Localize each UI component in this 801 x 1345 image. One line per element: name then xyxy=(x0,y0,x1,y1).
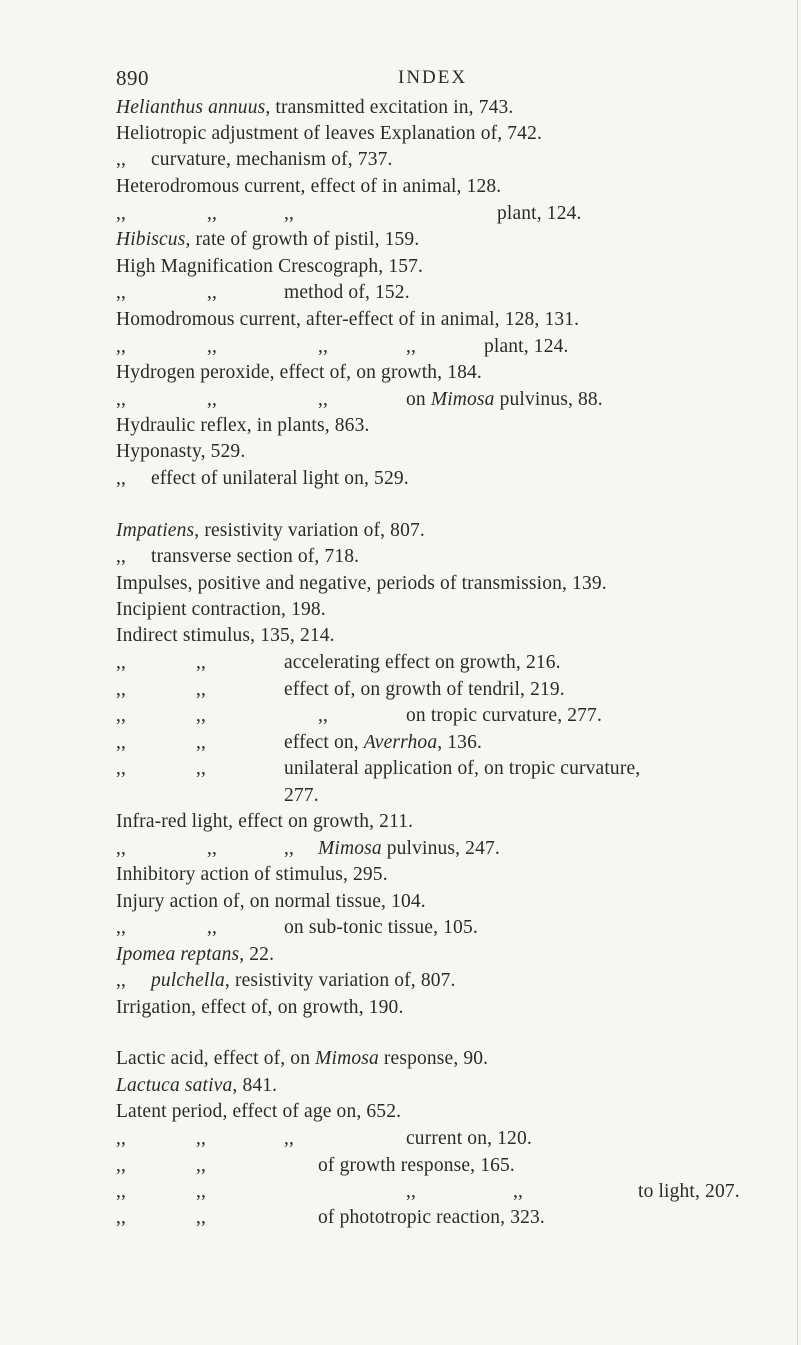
ditto-mark: ,, xyxy=(116,970,127,991)
ditto-mark: ,, xyxy=(207,917,218,938)
ditto-mark: ,, xyxy=(116,1155,127,1176)
index-entry xyxy=(116,1100,401,1124)
italic-term: Hibiscus xyxy=(116,229,186,250)
ditto-mark: ,, xyxy=(207,838,218,859)
index-entry xyxy=(116,996,403,1020)
entry-text: , resistivity variation of, 807. xyxy=(224,970,456,991)
ditto-mark: ,, xyxy=(318,705,329,726)
italic-term: pulchella xyxy=(151,970,225,991)
italic-term: Ipomea reptans xyxy=(116,944,240,965)
entry-text: Heterodromous current, effect of in animal, 128. xyxy=(116,176,502,197)
index-entry xyxy=(318,837,500,861)
ditto-mark: ,, xyxy=(196,1181,207,1202)
ditto-mark: ,, xyxy=(284,1128,295,1149)
index-entry xyxy=(638,1180,740,1204)
ditto-mark: ,, xyxy=(116,652,127,673)
ditto-mark: ,, xyxy=(116,758,127,779)
italic-term: Impatiens xyxy=(116,520,195,541)
italic-term: Averrhoa xyxy=(363,732,438,753)
entry-text: on tropic curvature, 277. xyxy=(406,705,602,726)
index-entry xyxy=(116,519,425,543)
index-entry xyxy=(284,784,319,808)
index-entry xyxy=(151,969,456,993)
ditto-mark: ,, xyxy=(116,838,127,859)
entry-text: , 841. xyxy=(232,1075,278,1096)
italic-term: Mimosa xyxy=(318,838,382,859)
ditto-mark: ,, xyxy=(116,546,127,567)
ditto-mark: ,, xyxy=(116,679,127,700)
entry-text: Hydrogen peroxide, effect of, on growth, 184. xyxy=(116,362,482,383)
index-entry xyxy=(116,361,482,385)
index-entry xyxy=(284,281,410,305)
entry-text: of phototropic reaction, 323. xyxy=(318,1207,545,1228)
index-entry xyxy=(484,335,569,359)
ditto-mark: ,, xyxy=(406,336,417,357)
ditto-mark: ,, xyxy=(196,1155,207,1176)
index-entry xyxy=(116,598,326,622)
page-edge xyxy=(797,0,798,1345)
ditto-mark: ,, xyxy=(207,282,218,303)
entry-text: on sub-tonic tissue, 105. xyxy=(284,917,478,938)
entry-text: Irrigation, effect of, on growth, 190. xyxy=(116,997,404,1018)
ditto-mark: ,, xyxy=(116,203,127,224)
entry-text: , resistivity variation of, 807. xyxy=(194,520,425,541)
index-entry xyxy=(497,202,582,226)
ditto-mark: ,, xyxy=(284,203,295,224)
index-entry xyxy=(284,757,640,781)
index-entry xyxy=(116,943,274,967)
entry-text: effect on, xyxy=(284,732,364,753)
index-entry xyxy=(284,916,478,940)
index-entry xyxy=(284,678,565,702)
index-entry xyxy=(116,863,388,887)
ditto-mark: ,, xyxy=(406,1181,417,1202)
entry-text: , 22. xyxy=(239,944,275,965)
index-entry xyxy=(116,175,501,199)
entry-text: , rate of growth of pistil, 159. xyxy=(185,229,420,250)
ditto-mark: ,, xyxy=(116,1207,127,1228)
entry-text: Latent period, effect of age on, 652. xyxy=(116,1101,402,1122)
ditto-mark: ,, xyxy=(207,389,218,410)
ditto-mark: ,, xyxy=(196,652,207,673)
italic-term: Helianthus annuus xyxy=(116,97,266,118)
entry-text: Impulses, positive and negative, periods of transmission, 139. xyxy=(116,573,607,594)
entry-text: method of, 152. xyxy=(284,282,410,303)
entry-text: of growth response, 165. xyxy=(318,1155,515,1176)
entry-text: High Magnification Crescograph, 157. xyxy=(116,256,424,277)
entry-text: curvature, mechanism of, 737. xyxy=(151,149,393,170)
entry-text: Hydraulic reflex, in plants, 863. xyxy=(116,415,370,436)
index-entry xyxy=(116,572,607,596)
index-entry xyxy=(116,1047,488,1071)
ditto-mark: ,, xyxy=(116,336,127,357)
italic-term: Mimosa xyxy=(315,1048,379,1069)
entry-text: to light, 207. xyxy=(638,1181,740,1202)
ditto-mark: ,, xyxy=(116,1128,127,1149)
ditto-mark: ,, xyxy=(116,1181,127,1202)
index-entry xyxy=(284,651,561,675)
ditto-mark: ,, xyxy=(196,732,207,753)
entry-text: on xyxy=(406,389,431,410)
index-entry xyxy=(116,308,579,332)
entry-text: plant, 124. xyxy=(484,336,569,357)
entry-text: effect of unilateral light on, 529. xyxy=(151,468,409,489)
entry-text: , transmitted excitation in, 743. xyxy=(265,97,514,118)
index-entry xyxy=(318,1206,545,1230)
entry-text: unilateral application of, on tropic curvature, xyxy=(284,758,641,779)
ditto-mark: ,, xyxy=(116,282,127,303)
ditto-mark: ,, xyxy=(318,389,329,410)
ditto-mark: ,, xyxy=(318,336,329,357)
ditto-mark: ,, xyxy=(284,838,295,859)
index-entry xyxy=(116,624,335,648)
entry-text: Homodromous current, after-effect of in animal, 128, 131. xyxy=(116,309,580,330)
ditto-mark: ,, xyxy=(196,1207,207,1228)
ditto-mark: ,, xyxy=(196,758,207,779)
index-entry xyxy=(151,148,393,172)
index-entry xyxy=(318,1154,515,1178)
index-entry xyxy=(116,1074,277,1098)
index-entry xyxy=(284,731,482,755)
entry-text: Lactic acid, effect of, on xyxy=(116,1048,316,1069)
entry-text: accelerating effect on growth, 216. xyxy=(284,652,561,673)
index-entry xyxy=(116,440,245,464)
index-entry xyxy=(116,810,413,834)
entry-text: current on, 120. xyxy=(406,1128,532,1149)
ditto-mark: ,, xyxy=(207,203,218,224)
entry-text: Hyponasty, 529. xyxy=(116,441,246,462)
index-entry xyxy=(151,545,359,569)
entry-text: pulvinus, 88. xyxy=(494,389,603,410)
ditto-mark: ,, xyxy=(116,149,127,170)
index-entry xyxy=(116,96,513,120)
index-entry xyxy=(406,1127,532,1151)
index-entry xyxy=(116,122,542,146)
index-entry xyxy=(406,704,602,728)
entry-text: response, 90. xyxy=(378,1048,489,1069)
entry-text: Inhibitory action of stimulus, 295. xyxy=(116,864,388,885)
ditto-mark: ,, xyxy=(207,336,218,357)
index-entry xyxy=(116,414,370,438)
entry-text: Infra-red light, effect on growth, 211. xyxy=(116,811,414,832)
ditto-mark: ,, xyxy=(116,705,127,726)
entry-text: , 136. xyxy=(437,732,482,753)
ditto-mark: ,, xyxy=(196,1128,207,1149)
index-entry xyxy=(116,255,423,279)
entry-text: Incipient contraction, 198. xyxy=(116,599,326,620)
entry-text: pulvinus, 247. xyxy=(381,838,500,859)
entry-text: Injury action of, on normal tissue, 104. xyxy=(116,891,426,912)
ditto-mark: ,, xyxy=(196,705,207,726)
ditto-mark: ,, xyxy=(116,732,127,753)
entry-text: transverse section of, 718. xyxy=(151,546,360,567)
ditto-mark: ,, xyxy=(116,389,127,410)
running-header: INDEX xyxy=(398,67,468,88)
ditto-mark: ,, xyxy=(116,917,127,938)
index-entry xyxy=(116,228,419,252)
entry-text: 277. xyxy=(284,785,319,806)
entry-text: Indirect stimulus, 135, 214. xyxy=(116,625,335,646)
index-entry xyxy=(151,467,409,491)
entry-text: plant, 124. xyxy=(497,203,582,224)
entry-text: Heliotropic adjustment of leaves Explanation of, 742. xyxy=(116,123,543,144)
ditto-mark: ,, xyxy=(196,679,207,700)
italic-term: Mimosa xyxy=(430,389,495,410)
index-entry xyxy=(116,890,426,914)
italic-term: Lactuca sativa xyxy=(116,1075,233,1096)
index-entry xyxy=(406,388,603,412)
entry-text: effect of, on growth of tendril, 219. xyxy=(284,679,565,700)
ditto-mark: ,, xyxy=(513,1181,524,1202)
page-number: 890 xyxy=(116,66,149,90)
ditto-mark: ,, xyxy=(116,468,127,489)
